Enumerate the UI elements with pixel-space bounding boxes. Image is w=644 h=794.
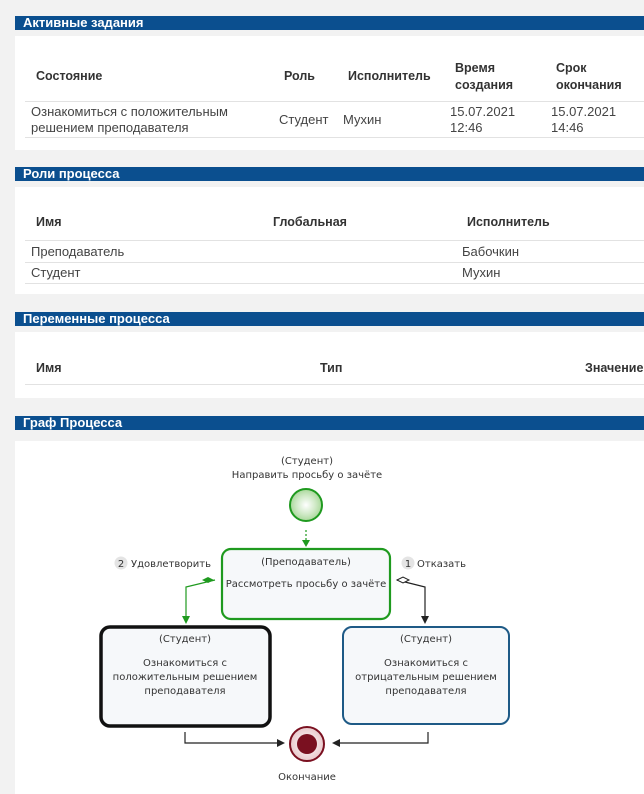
process-roles-title: Роли процесса	[23, 166, 120, 181]
transition-approve-num: 2	[117, 559, 125, 570]
negative-line: преподавателя	[385, 686, 467, 697]
start-role: (Студент)	[281, 456, 333, 467]
transition-approve-label: Удовлетворить	[131, 559, 211, 570]
role-name: Преподаватель	[31, 244, 125, 259]
col-executor[interactable]: Исполнитель	[467, 215, 550, 229]
active-tasks-header	[15, 16, 644, 30]
divider	[25, 101, 644, 102]
col-created[interactable]: Время создания	[455, 61, 514, 92]
positive-line: преподавателя	[144, 686, 226, 697]
col-global[interactable]: Глобальная	[273, 215, 347, 229]
col-name[interactable]: Имя	[36, 361, 62, 375]
positive-line: Ознакомиться с	[143, 658, 227, 669]
task-role: Студент	[279, 112, 329, 127]
edge-start-review	[302, 530, 310, 547]
positive-role: (Студент)	[159, 634, 211, 645]
divider	[25, 283, 644, 284]
negative-line: Ознакомиться с	[384, 658, 468, 669]
negative-decision-node[interactable]	[343, 627, 509, 724]
process-graph-panel	[15, 441, 644, 794]
active-tasks-panel	[15, 36, 644, 150]
end-label: Окончание	[278, 772, 336, 783]
review-role: (Преподаватель)	[261, 557, 351, 568]
col-deadline[interactable]: Срок окончания	[556, 61, 622, 92]
start-node[interactable]	[232, 456, 382, 521]
col-role[interactable]: Роль	[284, 69, 315, 83]
process-variables-panel	[15, 332, 644, 398]
start-circle	[290, 489, 322, 521]
role-executor: Бабочкин	[462, 244, 520, 259]
role-name: Студент	[31, 265, 81, 280]
review-label: Рассмотреть просьбу о зачёте	[225, 579, 387, 590]
review-node[interactable]	[222, 549, 390, 619]
process-graph	[15, 441, 644, 794]
col-state[interactable]: Состояние	[36, 69, 103, 83]
positive-decision-node[interactable]	[101, 627, 270, 726]
start-label: Направить просьбу о зачёте	[231, 470, 383, 481]
positive-line: положительным решением	[112, 672, 258, 683]
col-executor[interactable]: Исполнитель	[348, 69, 431, 83]
task-state: Ознакомиться с положительным решением преподавателя	[31, 104, 228, 135]
divider	[25, 240, 644, 241]
end-node[interactable]	[278, 727, 336, 783]
col-value[interactable]: Значение	[585, 361, 644, 375]
process-roles-header	[15, 167, 644, 181]
col-name[interactable]: Имя	[36, 215, 62, 229]
transition-reject-num: 1	[404, 559, 412, 570]
role-executor: Мухин	[462, 265, 501, 280]
transition-approve[interactable]	[115, 557, 216, 625]
process-variables-title: Переменные процесса	[23, 311, 170, 326]
edge-positive-end	[185, 732, 285, 747]
process-roles-panel	[15, 187, 644, 294]
divider	[25, 384, 644, 385]
transition-reject[interactable]	[397, 557, 466, 625]
task-deadline: 15.07.2021 14:46	[551, 104, 617, 135]
process-graph-title: Граф Процесса	[23, 415, 123, 430]
task-created: 15.07.2021 12:46	[450, 104, 516, 135]
task-executor: Мухин	[343, 112, 382, 127]
process-variables-header	[15, 312, 644, 326]
negative-line: отрицательным решением	[355, 672, 497, 683]
active-tasks-title: Активные задания	[23, 15, 144, 30]
divider	[25, 137, 644, 138]
end-core	[297, 734, 317, 754]
process-graph-header	[15, 416, 644, 430]
negative-role: (Студент)	[400, 634, 452, 645]
edge-negative-end	[332, 732, 428, 747]
divider	[25, 262, 644, 263]
col-type[interactable]: Тип	[320, 361, 343, 375]
transition-reject-label: Отказать	[417, 559, 467, 570]
